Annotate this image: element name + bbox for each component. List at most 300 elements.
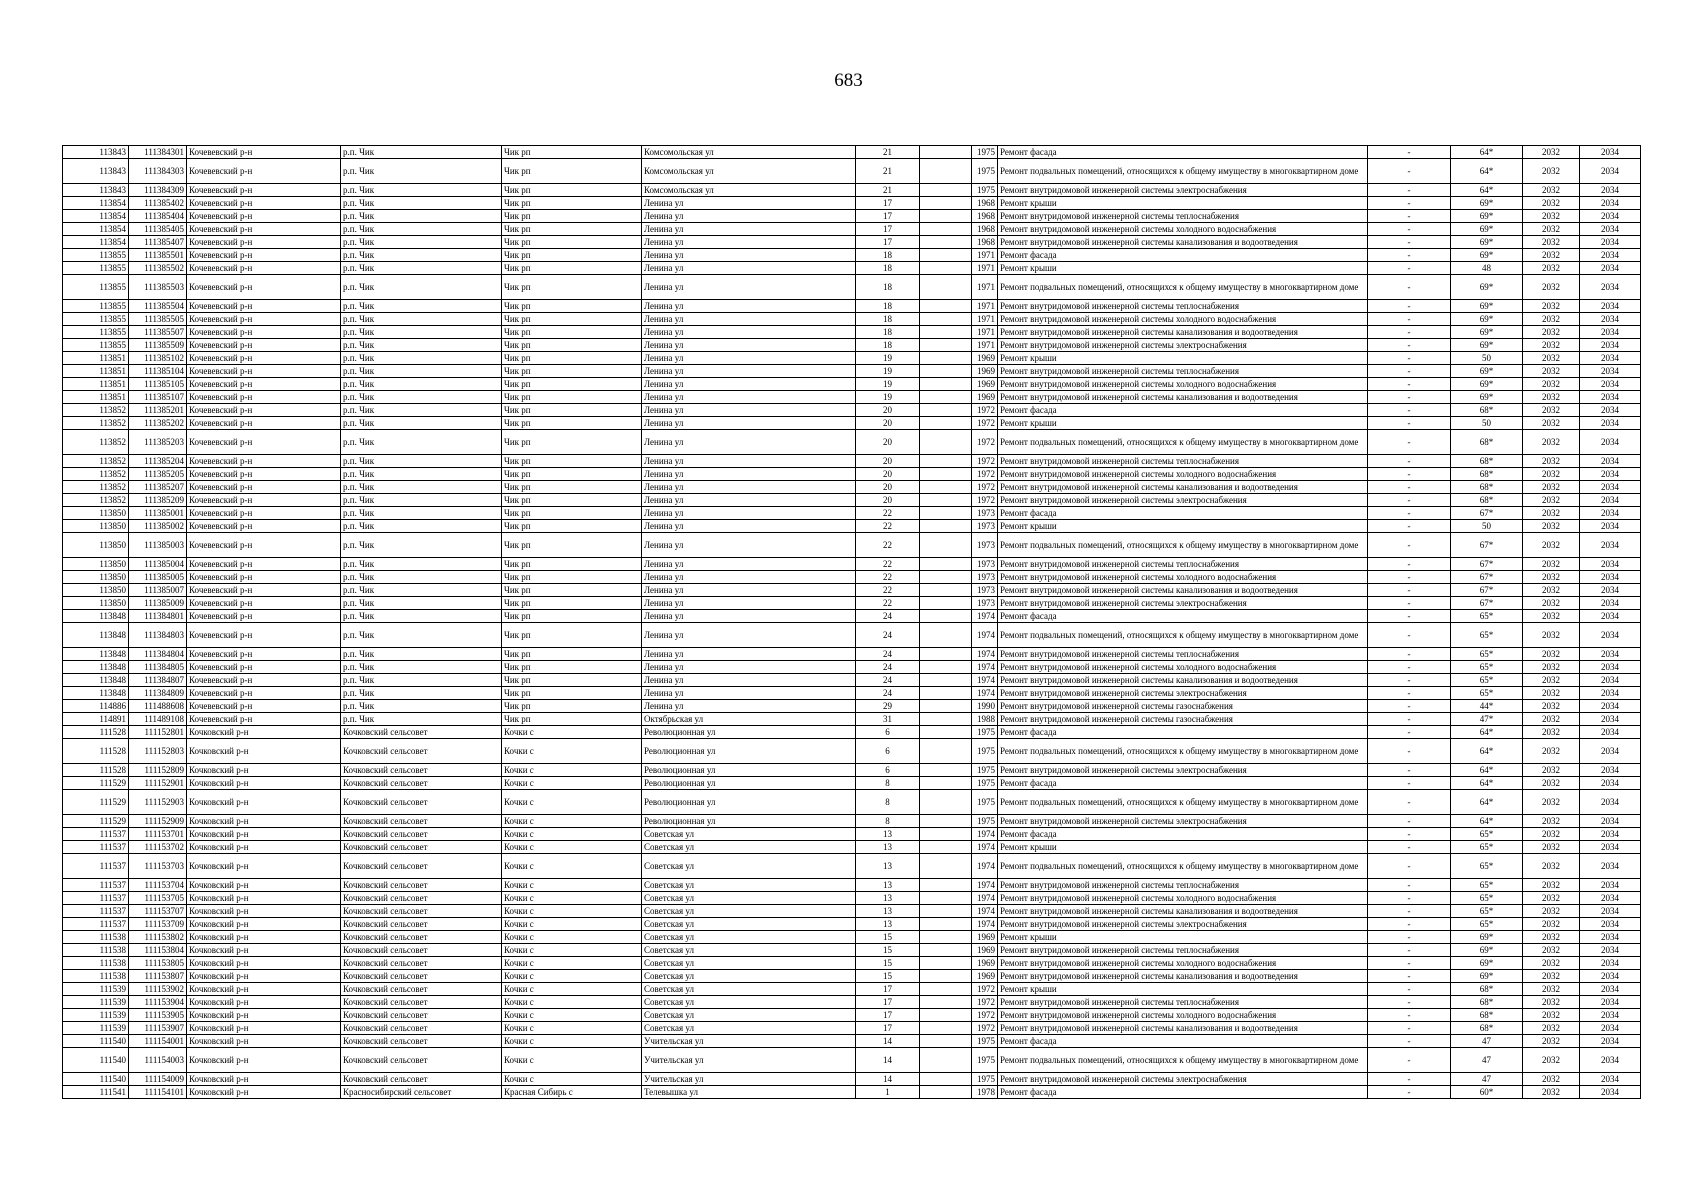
cell-year-from: 2032 — [1523, 905, 1580, 918]
cell-year: 1968 — [972, 210, 998, 223]
cell-settlement: Кочки с — [502, 879, 642, 892]
table-row — [63, 494, 1641, 507]
cell-house-id: 111529 — [63, 815, 129, 828]
cell-cost: - — [1368, 739, 1451, 764]
cell-year-to: 2034 — [1580, 931, 1641, 944]
cell-year-to: 2034 — [1580, 777, 1641, 790]
cell-house-id: 111539 — [63, 1009, 129, 1022]
cell-year-from: 2032 — [1523, 558, 1580, 571]
cell-year-from: 2032 — [1523, 597, 1580, 610]
cell-house-number: 14 — [856, 1035, 920, 1048]
cell-cost: - — [1368, 455, 1451, 468]
cell-district: Кочковский р-н — [187, 983, 341, 996]
cell-year-from: 2032 — [1523, 996, 1580, 1009]
cell-street: Ленина ул — [642, 378, 856, 391]
cell-year: 1975 — [972, 739, 998, 764]
cell-municipality: р.п. Чик — [341, 300, 502, 313]
cell-planned-year-start: 48 — [1451, 262, 1523, 275]
cell-cost: - — [1368, 249, 1451, 262]
cell-settlement: Кочки с — [502, 841, 642, 854]
cell-municipality: Кочковский сельсовет — [341, 764, 502, 777]
cell-settlement: Кочки с — [502, 892, 642, 905]
cell-year: 1971 — [972, 339, 998, 352]
cell-cost: - — [1368, 841, 1451, 854]
cell-work-id: 111152901 — [129, 777, 187, 790]
cell-building — [920, 1009, 972, 1022]
cell-year-from: 2032 — [1523, 584, 1580, 597]
cell-planned-year-start: 64* — [1451, 184, 1523, 197]
cell-house-number: 13 — [856, 828, 920, 841]
cell-house-id: 113843 — [63, 184, 129, 197]
table-row — [63, 661, 1641, 674]
cell-year: 1971 — [972, 300, 998, 313]
page-number: 683 — [834, 70, 863, 91]
cell-year-from: 2032 — [1523, 223, 1580, 236]
cell-work-type: Ремонт фасада — [998, 1035, 1368, 1048]
table-row — [63, 957, 1641, 970]
cell-house-id: 111537 — [63, 879, 129, 892]
cell-house-id: 113854 — [63, 223, 129, 236]
cell-house-number: 19 — [856, 378, 920, 391]
cell-work-type: Ремонт внутридомовой инженерной системы электроснабжения — [998, 597, 1368, 610]
cell-house-number: 6 — [856, 726, 920, 739]
cell-work-id: 111153805 — [129, 957, 187, 970]
cell-year: 1972 — [972, 481, 998, 494]
cell-work-id: 111385107 — [129, 391, 187, 404]
cell-year-to: 2034 — [1580, 623, 1641, 648]
cell-municipality: Кочковский сельсовет — [341, 931, 502, 944]
cell-district: Кочевевский р-н — [187, 404, 341, 417]
cell-year-to: 2034 — [1580, 184, 1641, 197]
cell-planned-year-start: 68* — [1451, 996, 1523, 1009]
cell-year: 1969 — [972, 391, 998, 404]
cell-cost: - — [1368, 365, 1451, 378]
cell-house-id: 111541 — [63, 1086, 129, 1099]
cell-work-id: 111385203 — [129, 430, 187, 455]
cell-cost: - — [1368, 404, 1451, 417]
table-row — [63, 713, 1641, 726]
cell-work-id: 111385407 — [129, 236, 187, 249]
cell-district: Кочевевский р-н — [187, 339, 341, 352]
cell-municipality: р.п. Чик — [341, 197, 502, 210]
cell-year: 1975 — [972, 1048, 998, 1073]
cell-year: 1969 — [972, 944, 998, 957]
cell-work-id: 111385505 — [129, 313, 187, 326]
cell-house-number: 20 — [856, 481, 920, 494]
cell-planned-year-start: 64* — [1451, 159, 1523, 184]
cell-house-number: 13 — [856, 905, 920, 918]
cell-work-id: 111384803 — [129, 623, 187, 648]
table-row — [63, 610, 1641, 623]
cell-settlement: Чик рп — [502, 378, 642, 391]
cell-street: Ленина ул — [642, 481, 856, 494]
cell-district: Кочковский р-н — [187, 726, 341, 739]
cell-work-type: Ремонт внутридомовой инженерной системы теплоснабжения — [998, 455, 1368, 468]
cell-street: Ленина ул — [642, 391, 856, 404]
cell-planned-year-start: 64* — [1451, 777, 1523, 790]
cell-year-to: 2034 — [1580, 1048, 1641, 1073]
cell-year: 1971 — [972, 313, 998, 326]
cell-house-id: 113852 — [63, 468, 129, 481]
cell-house-id: 113843 — [63, 159, 129, 184]
cell-year-to: 2034 — [1580, 1073, 1641, 1086]
cell-district: Кочевевский р-н — [187, 326, 341, 339]
cell-municipality: р.п. Чик — [341, 249, 502, 262]
cell-work-id: 111384805 — [129, 661, 187, 674]
cell-work-id: 111385004 — [129, 558, 187, 571]
cell-district: Кочевевский р-н — [187, 661, 341, 674]
cell-district: Кочевевский р-н — [187, 417, 341, 430]
cell-planned-year-start: 69* — [1451, 970, 1523, 983]
cell-settlement: Чик рп — [502, 610, 642, 623]
cell-work-type: Ремонт крыши — [998, 931, 1368, 944]
cell-building — [920, 417, 972, 430]
cell-municipality: р.п. Чик — [341, 713, 502, 726]
cell-house-id: 113848 — [63, 687, 129, 700]
cell-cost: - — [1368, 661, 1451, 674]
cell-house-id: 113855 — [63, 249, 129, 262]
cell-municipality: Кочковский сельсовет — [341, 1073, 502, 1086]
cell-house-number: 8 — [856, 777, 920, 790]
cell-planned-year-start: 69* — [1451, 210, 1523, 223]
table-row — [63, 455, 1641, 468]
cell-district: Кочевевский р-н — [187, 533, 341, 558]
cell-house-id: 113855 — [63, 275, 129, 300]
cell-year: 1973 — [972, 558, 998, 571]
cell-street: Ленина ул — [642, 468, 856, 481]
cell-year-from: 2032 — [1523, 339, 1580, 352]
cell-street: Советская ул — [642, 828, 856, 841]
cell-cost: - — [1368, 223, 1451, 236]
cell-work-type: Ремонт подвальных помещений, относящихся к общему имуществу в многоквартирном доме — [998, 275, 1368, 300]
cell-house-number: 31 — [856, 713, 920, 726]
cell-building — [920, 326, 972, 339]
cell-cost: - — [1368, 468, 1451, 481]
cell-year: 1972 — [972, 430, 998, 455]
cell-cost: - — [1368, 533, 1451, 558]
cell-house-id: 113850 — [63, 520, 129, 533]
cell-building — [920, 828, 972, 841]
cell-year-from: 2032 — [1523, 352, 1580, 365]
cell-house-number: 13 — [856, 879, 920, 892]
cell-work-type: Ремонт внутридомовой инженерной системы холодного водоснабжения — [998, 468, 1368, 481]
table-row — [63, 184, 1641, 197]
cell-street: Ленина ул — [642, 700, 856, 713]
cell-street: Ленина ул — [642, 571, 856, 584]
cell-planned-year-start: 60* — [1451, 1086, 1523, 1099]
cell-municipality: Кочковский сельсовет — [341, 739, 502, 764]
cell-district: Кочевевский р-н — [187, 210, 341, 223]
cell-district: Кочевевский р-н — [187, 623, 341, 648]
table-row — [63, 1009, 1641, 1022]
cell-planned-year-start: 65* — [1451, 879, 1523, 892]
cell-work-id: 111385209 — [129, 494, 187, 507]
table-row — [63, 365, 1641, 378]
cell-year-from: 2032 — [1523, 365, 1580, 378]
cell-year: 1973 — [972, 520, 998, 533]
cell-work-type: Ремонт внутридомовой инженерной системы теплоснабжения — [998, 300, 1368, 313]
cell-municipality: р.п. Чик — [341, 520, 502, 533]
cell-work-type: Ремонт внутридомовой инженерной системы канализования и водоотведения — [998, 326, 1368, 339]
cell-house-number: 6 — [856, 739, 920, 764]
cell-street: Советская ул — [642, 1022, 856, 1035]
cell-planned-year-start: 65* — [1451, 841, 1523, 854]
cell-year: 1978 — [972, 1086, 998, 1099]
cell-street: Ленина ул — [642, 687, 856, 700]
table-row — [63, 931, 1641, 944]
cell-work-id: 111153802 — [129, 931, 187, 944]
cell-year-from: 2032 — [1523, 197, 1580, 210]
cell-year: 1972 — [972, 996, 998, 1009]
cell-year-from: 2032 — [1523, 1022, 1580, 1035]
cell-cost: - — [1368, 610, 1451, 623]
cell-house-id: 113852 — [63, 417, 129, 430]
cell-year-from: 2032 — [1523, 777, 1580, 790]
cell-work-id: 111152803 — [129, 739, 187, 764]
cell-building — [920, 481, 972, 494]
cell-work-id: 111385507 — [129, 326, 187, 339]
cell-cost: - — [1368, 571, 1451, 584]
cell-district: Кочевевский р-н — [187, 391, 341, 404]
cell-street: Ленина ул — [642, 262, 856, 275]
cell-municipality: Кочковский сельсовет — [341, 815, 502, 828]
cell-settlement: Чик рп — [502, 210, 642, 223]
table-row — [63, 1048, 1641, 1073]
cell-year-to: 2034 — [1580, 533, 1641, 558]
cell-work-type: Ремонт внутридомовой инженерной системы канализования и водоотведения — [998, 236, 1368, 249]
cell-street: Ленина ул — [642, 520, 856, 533]
cell-year-to: 2034 — [1580, 430, 1641, 455]
cell-house-id: 111528 — [63, 764, 129, 777]
cell-street: Революционная ул — [642, 777, 856, 790]
cell-street: Ленина ул — [642, 326, 856, 339]
cell-year-to: 2034 — [1580, 918, 1641, 931]
cell-district: Кочковский р-н — [187, 854, 341, 879]
table-row — [63, 391, 1641, 404]
cell-municipality: р.п. Чик — [341, 558, 502, 571]
cell-planned-year-start: 69* — [1451, 326, 1523, 339]
cell-district: Кочевевский р-н — [187, 468, 341, 481]
cell-work-type: Ремонт внутридомовой инженерной системы канализования и водоотведения — [998, 674, 1368, 687]
cell-year-to: 2034 — [1580, 339, 1641, 352]
cell-year-to: 2034 — [1580, 1035, 1641, 1048]
cell-year: 1974 — [972, 892, 998, 905]
table-row — [63, 777, 1641, 790]
cell-district: Кочевевский р-н — [187, 275, 341, 300]
cell-work-type: Ремонт внутридомовой инженерной системы холодного водоснабжения — [998, 223, 1368, 236]
cell-street: Ленина ул — [642, 494, 856, 507]
cell-work-id: 111152903 — [129, 790, 187, 815]
cell-year-from: 2032 — [1523, 674, 1580, 687]
cell-work-type: Ремонт внутридомовой инженерной системы теплоснабжения — [998, 879, 1368, 892]
cell-district: Кочевевский р-н — [187, 494, 341, 507]
cell-planned-year-start: 68* — [1451, 1022, 1523, 1035]
cell-work-id: 111385105 — [129, 378, 187, 391]
cell-building — [920, 944, 972, 957]
cell-cost: - — [1368, 352, 1451, 365]
cell-cost: - — [1368, 210, 1451, 223]
cell-house-number: 17 — [856, 236, 920, 249]
cell-cost: - — [1368, 623, 1451, 648]
cell-district: Кочевевский р-н — [187, 262, 341, 275]
cell-building — [920, 1022, 972, 1035]
cell-building — [920, 520, 972, 533]
cell-year-to: 2034 — [1580, 520, 1641, 533]
cell-work-type: Ремонт внутридомовой инженерной системы холодного водоснабжения — [998, 313, 1368, 326]
cell-planned-year-start: 65* — [1451, 687, 1523, 700]
cell-municipality: р.п. Чик — [341, 391, 502, 404]
cell-year: 1969 — [972, 957, 998, 970]
cell-house-id: 113854 — [63, 210, 129, 223]
cell-year: 1974 — [972, 687, 998, 700]
cell-year-from: 2032 — [1523, 262, 1580, 275]
cell-planned-year-start: 67* — [1451, 597, 1523, 610]
cell-settlement: Кочки с — [502, 726, 642, 739]
cell-work-type: Ремонт внутридомовой инженерной системы электроснабжения — [998, 815, 1368, 828]
cell-building — [920, 918, 972, 931]
cell-building — [920, 391, 972, 404]
cell-cost: - — [1368, 931, 1451, 944]
cell-district: Кочевевский р-н — [187, 223, 341, 236]
cell-house-number: 22 — [856, 520, 920, 533]
cell-house-number: 22 — [856, 507, 920, 520]
table-row — [63, 584, 1641, 597]
cell-house-number: 17 — [856, 1009, 920, 1022]
cell-year-from: 2032 — [1523, 700, 1580, 713]
cell-district: Кочевевский р-н — [187, 571, 341, 584]
cell-building — [920, 494, 972, 507]
cell-building — [920, 597, 972, 610]
cell-house-id: 113854 — [63, 197, 129, 210]
cell-house-number: 8 — [856, 815, 920, 828]
cell-municipality: р.п. Чик — [341, 468, 502, 481]
cell-cost: - — [1368, 507, 1451, 520]
cell-year-from: 2032 — [1523, 146, 1580, 159]
cell-building — [920, 313, 972, 326]
cell-settlement: Кочки с — [502, 944, 642, 957]
cell-street: Советская ул — [642, 931, 856, 944]
cell-house-number: 18 — [856, 262, 920, 275]
cell-work-type: Ремонт фасада — [998, 507, 1368, 520]
cell-work-id: 111153807 — [129, 970, 187, 983]
cell-year: 1975 — [972, 1035, 998, 1048]
cell-house-id: 113852 — [63, 494, 129, 507]
table-row — [63, 223, 1641, 236]
cell-year-to: 2034 — [1580, 210, 1641, 223]
table-row — [63, 275, 1641, 300]
cell-municipality: р.п. Чик — [341, 674, 502, 687]
cell-year-from: 2032 — [1523, 391, 1580, 404]
cell-municipality: р.п. Чик — [341, 700, 502, 713]
cell-building — [920, 610, 972, 623]
cell-house-number: 18 — [856, 249, 920, 262]
cell-building — [920, 700, 972, 713]
cell-street: Ленина ул — [642, 507, 856, 520]
cell-year: 1975 — [972, 146, 998, 159]
cell-work-id: 111153705 — [129, 892, 187, 905]
cell-work-id: 111385503 — [129, 275, 187, 300]
cell-year-to: 2034 — [1580, 146, 1641, 159]
cell-municipality: р.п. Чик — [341, 223, 502, 236]
cell-house-number: 13 — [856, 892, 920, 905]
cell-year-from: 2032 — [1523, 841, 1580, 854]
cell-settlement: Чик рп — [502, 430, 642, 455]
cell-settlement: Чик рп — [502, 326, 642, 339]
cell-house-number: 8 — [856, 790, 920, 815]
cell-settlement: Кочки с — [502, 918, 642, 931]
cell-work-type: Ремонт подвальных помещений, относящихся к общему имуществу в многоквартирном доме — [998, 790, 1368, 815]
cell-settlement: Чик рп — [502, 584, 642, 597]
cell-work-id: 111152809 — [129, 764, 187, 777]
cell-year-from: 2032 — [1523, 854, 1580, 879]
table-row — [63, 918, 1641, 931]
cell-street: Революционная ул — [642, 726, 856, 739]
cell-year: 1974 — [972, 879, 998, 892]
cell-municipality: р.п. Чик — [341, 210, 502, 223]
cell-work-id: 111153905 — [129, 1009, 187, 1022]
cell-year-from: 2032 — [1523, 313, 1580, 326]
cell-year-from: 2032 — [1523, 610, 1580, 623]
cell-work-id: 111385001 — [129, 507, 187, 520]
cell-district: Кочевевский р-н — [187, 713, 341, 726]
cell-year-from: 2032 — [1523, 687, 1580, 700]
cell-house-id: 113855 — [63, 339, 129, 352]
cell-house-number: 18 — [856, 313, 920, 326]
cell-planned-year-start: 68* — [1451, 494, 1523, 507]
cell-work-type: Ремонт фасада — [998, 1086, 1368, 1099]
cell-street: Учительская ул — [642, 1035, 856, 1048]
table-row — [63, 815, 1641, 828]
cell-year: 1974 — [972, 674, 998, 687]
cell-work-type: Ремонт крыши — [998, 352, 1368, 365]
cell-house-id: 111538 — [63, 970, 129, 983]
cell-settlement: Чик рп — [502, 455, 642, 468]
cell-cost: - — [1368, 777, 1451, 790]
cell-house-id: 113852 — [63, 455, 129, 468]
cell-settlement: Кочки с — [502, 983, 642, 996]
cell-settlement: Чик рп — [502, 571, 642, 584]
cell-year: 1973 — [972, 584, 998, 597]
table-row — [63, 764, 1641, 777]
cell-year-from: 2032 — [1523, 494, 1580, 507]
cell-work-type: Ремонт фасада — [998, 726, 1368, 739]
cell-year: 1973 — [972, 507, 998, 520]
cell-building — [920, 674, 972, 687]
cell-year: 1990 — [972, 700, 998, 713]
cell-year: 1975 — [972, 726, 998, 739]
table-row — [63, 236, 1641, 249]
cell-cost: - — [1368, 300, 1451, 313]
cell-municipality: Кочковский сельсовет — [341, 1009, 502, 1022]
cell-municipality: Кочковский сельсовет — [341, 944, 502, 957]
cell-building — [920, 558, 972, 571]
cell-cost: - — [1368, 597, 1451, 610]
cell-house-number: 18 — [856, 326, 920, 339]
cell-year-to: 2034 — [1580, 610, 1641, 623]
cell-house-id: 113850 — [63, 558, 129, 571]
cell-municipality: р.п. Чик — [341, 623, 502, 648]
cell-house-id: 111537 — [63, 918, 129, 931]
cell-year-to: 2034 — [1580, 957, 1641, 970]
cell-settlement: Чик рп — [502, 481, 642, 494]
cell-planned-year-start: 69* — [1451, 931, 1523, 944]
cell-year: 1974 — [972, 610, 998, 623]
cell-district: Кочковский р-н — [187, 892, 341, 905]
cell-year-to: 2034 — [1580, 249, 1641, 262]
cell-municipality: р.п. Чик — [341, 507, 502, 520]
table-row — [63, 623, 1641, 648]
cell-district: Кочковский р-н — [187, 931, 341, 944]
